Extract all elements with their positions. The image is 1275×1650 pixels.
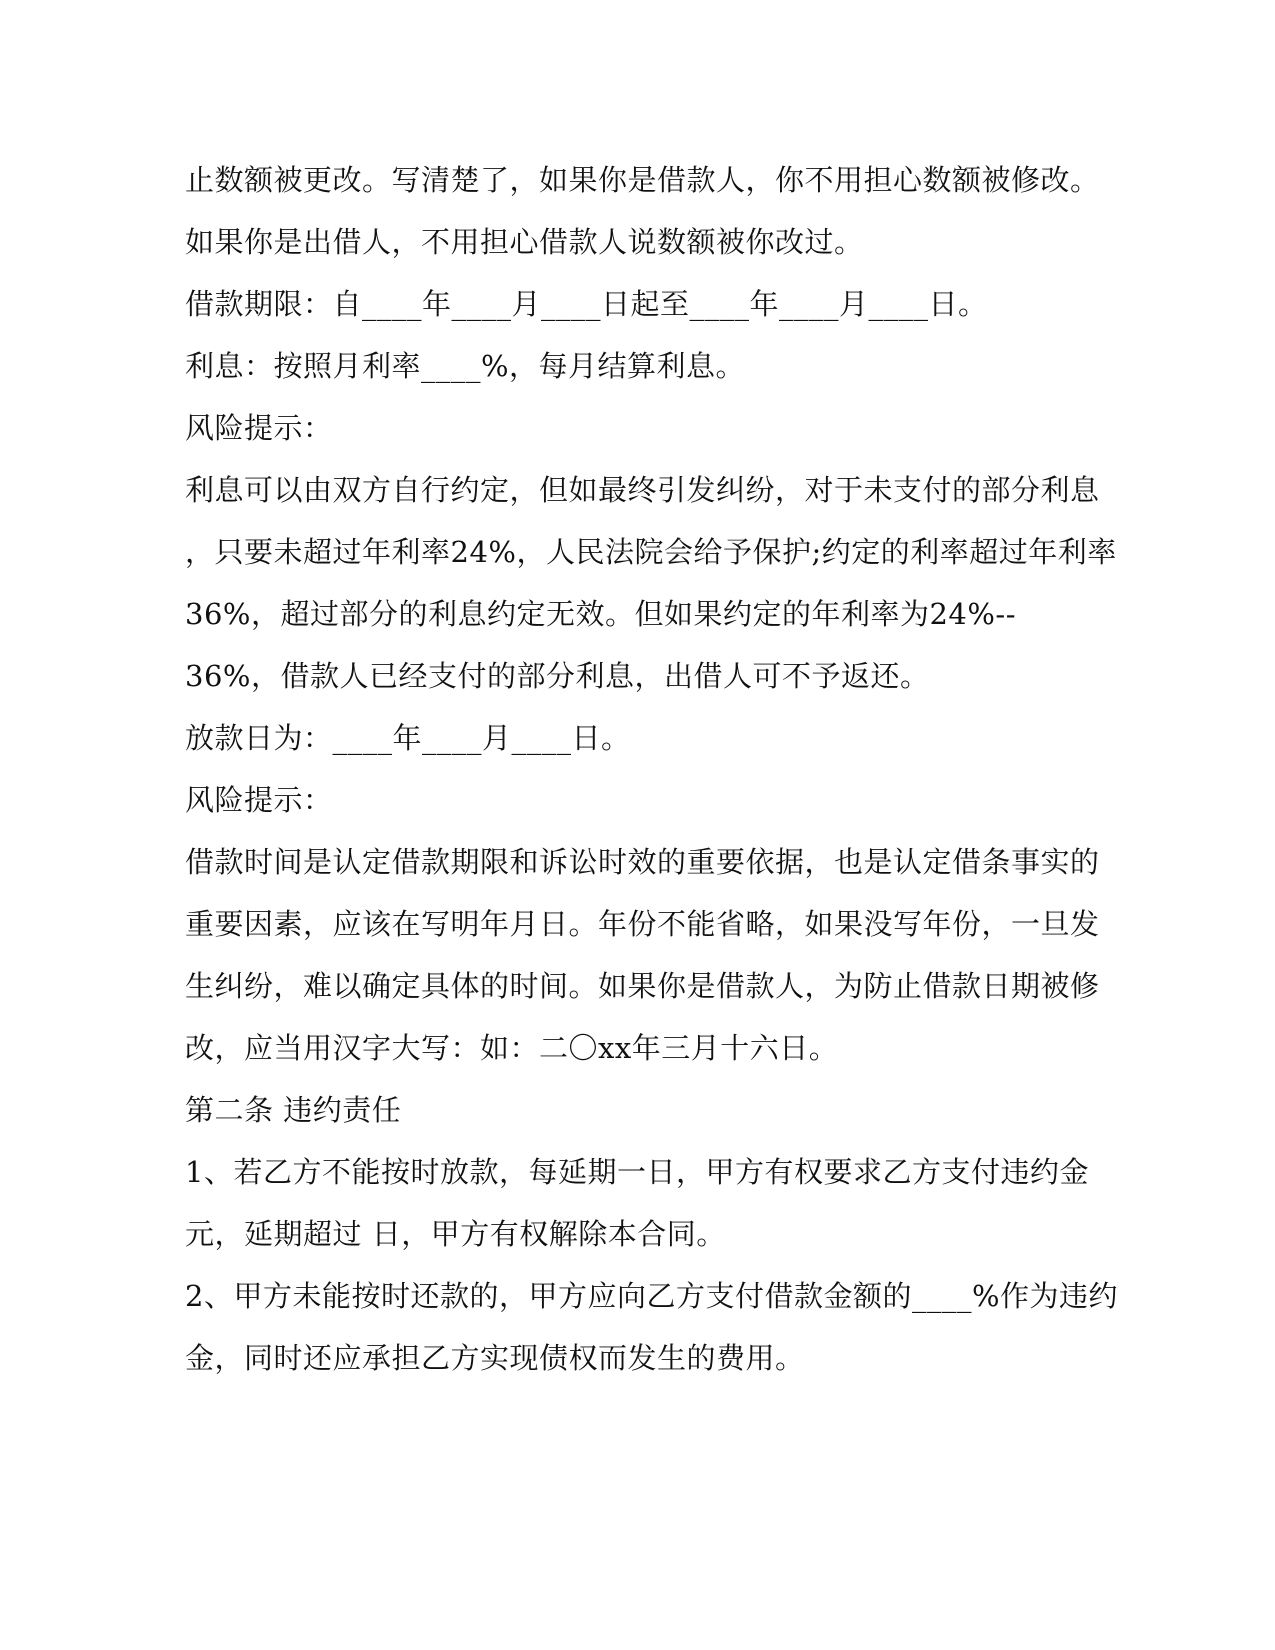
article-heading: 第二条 违约责任: [185, 1093, 402, 1127]
text-line: 利息可以由双方自行约定，但如最终引发纠纷，对于未支付的部分利息: [185, 473, 1100, 507]
text-line: 借款期限：自____年____月____日起至____年____月____日。: [185, 287, 988, 321]
text-line: 36%，借款人已经支付的部分利息，出借人可不予返还。: [185, 659, 930, 693]
text-line: 止数额被更改。写清楚了，如果你是借款人，你不用担心数额被修改。: [185, 163, 1100, 197]
text-line: 生纠纷，难以确定具体的时间。如果你是借款人，为防止借款日期被修: [185, 969, 1100, 1003]
text-line: 36%，超过部分的利息约定无效。但如果约定的年利率为24%--: [185, 597, 1017, 631]
section-heading: 风险提示：: [185, 783, 333, 817]
text-line: ，只要未超过年利率24%，人民法院会给予保护;约定的利率超过年利率: [185, 535, 1117, 569]
text-line: 借款时间是认定借款期限和诉讼时效的重要依据，也是认定借条事实的: [185, 845, 1100, 879]
text-line: 2、甲方未能按时还款的，甲方应向乙方支付借款金额的____%作为违约: [185, 1279, 1119, 1313]
text-line: 重要因素，应该在写明年月日。年份不能省略，如果没写年份，一旦发: [185, 907, 1100, 941]
text-line: 如果你是出借人，不用担心借款人说数额被你改过。: [185, 225, 864, 259]
text-line: 利息：按照月利率____%，每月结算利息。: [185, 349, 746, 383]
section-heading: 风险提示：: [185, 411, 333, 445]
text-line: 金，同时还应承担乙方实现债权而发生的费用。: [185, 1341, 805, 1375]
text-line: 元，延期超过 日，甲方有权解除本合同。: [185, 1217, 726, 1251]
text-line: 放款日为：____年____月____日。: [185, 721, 631, 755]
text-line: 改，应当用汉字大写：如：二〇xx年三月十六日。: [185, 1031, 839, 1065]
text-line: 1、若乙方不能按时放款，每延期一日，甲方有权要求乙方支付违约金: [185, 1155, 1089, 1189]
